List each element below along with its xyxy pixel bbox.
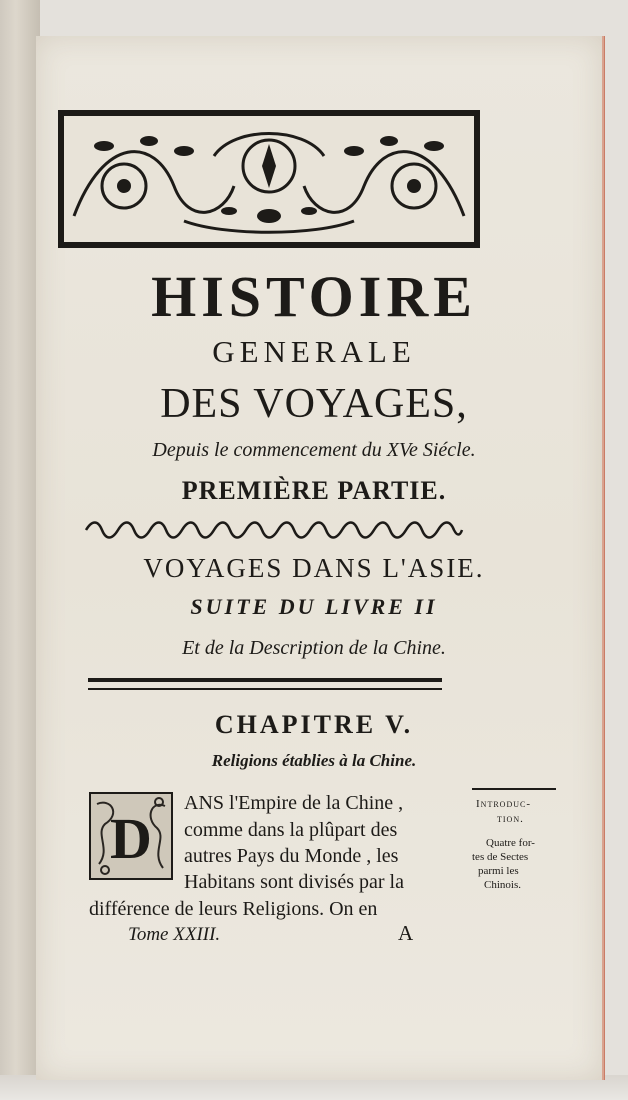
left-page-edge <box>0 0 40 1100</box>
margin-note-line-2: tion. <box>497 813 524 825</box>
body-line-3: autres Pays du Monde , les <box>184 845 399 867</box>
body-line-5: différence de leurs Religions. On en <box>89 898 378 920</box>
title-line-3: DES VOYAGES, <box>160 381 468 427</box>
body-line-2: comme dans la plûpart des <box>184 819 398 841</box>
drop-cap <box>89 792 173 880</box>
footer-tome: Tome XXIII. <box>128 924 221 945</box>
double-rule-top <box>88 678 442 682</box>
chapter-subtitle: Religions établies à la Chine. <box>211 751 417 770</box>
margin-note-line-1: Introduc- <box>476 798 531 810</box>
title-line-2: GENERALE <box>212 334 416 369</box>
headpiece-ornament <box>58 110 480 248</box>
ornamental-divider <box>82 518 464 542</box>
body-line-1: ANS l'Empire de la Chine , <box>184 792 404 814</box>
margin-note-line-6: Chinois. <box>484 879 521 891</box>
section-heading: VOYAGES DANS L'ASIE. <box>143 553 485 583</box>
title-line-1: HISTOIRE <box>151 264 477 329</box>
margin-note-line-3: Quatre for- <box>486 837 535 849</box>
suite-heading: SUITE DU LIVRE II <box>190 594 438 619</box>
margin-note-rule <box>472 788 556 790</box>
description-heading: Et de la Description de la Chine. <box>182 637 446 659</box>
subtitle: Depuis le commencement du XVe Siécle. <box>152 439 476 461</box>
margin-note-line-5: parmi les <box>478 865 519 877</box>
chapter-title: CHAPITRE V. <box>214 710 414 739</box>
margin-note-line-4: tes de Sectes <box>472 851 529 863</box>
double-rule-bottom <box>88 688 442 690</box>
body-line-4: Habitans sont divisés par la <box>184 871 404 893</box>
drop-cap-letter: D <box>110 806 152 871</box>
part-heading: PREMIÈRE PARTIE. <box>181 476 447 505</box>
footer-signature: A <box>398 921 414 945</box>
